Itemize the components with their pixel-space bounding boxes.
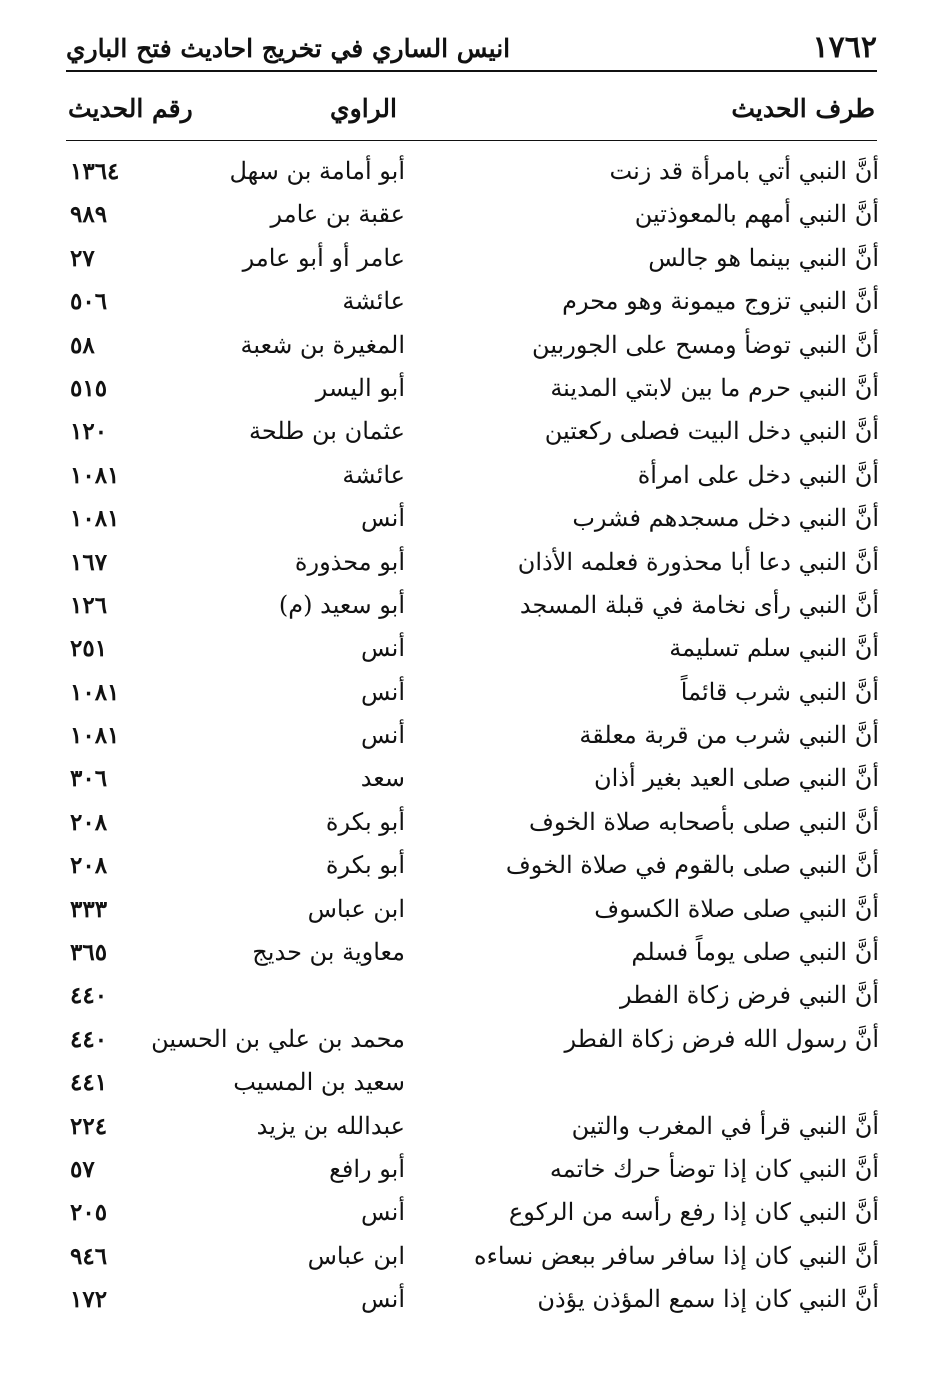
hadith-incipit: أنَّ النبي صلى يوماً فسلم xyxy=(631,938,879,967)
table-row xyxy=(0,757,945,800)
narrator: أنس xyxy=(361,504,405,533)
hadith-number: ٢٥١ xyxy=(70,635,108,663)
hadith-number: ٤٤٠ xyxy=(70,1025,108,1053)
table-row xyxy=(0,627,945,670)
hadith-number: ٢٧ xyxy=(70,244,95,272)
hadith-number: ٢٠٥ xyxy=(70,1199,108,1227)
table-row xyxy=(0,888,945,931)
table-row xyxy=(0,280,945,323)
table-row xyxy=(0,1235,945,1278)
table-row xyxy=(0,410,945,453)
column-header-rawi: الراوي xyxy=(330,94,397,123)
hadith-number: ٣٦٥ xyxy=(70,939,108,967)
hadith-number: ٤٤٠ xyxy=(70,982,108,1010)
hadith-incipit: أنَّ النبي كان إذا سافر سافر ببعض نساءه xyxy=(474,1241,879,1270)
hadith-number: ٢٠٨ xyxy=(70,852,108,880)
hadith-incipit: أنَّ النبي شرب من قربة معلقة xyxy=(579,721,879,750)
narrator: سعيد بن المسيب xyxy=(233,1068,405,1097)
narrator: عثمان بن طلحة xyxy=(249,417,405,446)
column-header-tarf: طرف الحديث xyxy=(731,94,875,123)
table-row xyxy=(0,584,945,627)
narrator: ابن عباس xyxy=(307,1241,405,1270)
hadith-incipit: أنَّ النبي سلم تسليمة xyxy=(669,634,879,663)
column-header-raqm: رقم الحديث xyxy=(68,94,193,123)
table-row xyxy=(0,801,945,844)
hadith-incipit: أنَّ النبي دخل مسجدهم فشرب xyxy=(572,504,879,533)
hadith-incipit: أنَّ النبي توضأ ومسح على الجوربين xyxy=(532,330,879,359)
hadith-number: ١٠٨١ xyxy=(70,678,120,706)
hadith-incipit: أنَّ النبي تزوج ميمونة وهو محرم xyxy=(562,287,879,316)
narrator: أبو بكرة xyxy=(325,851,405,880)
narrator: معاوية بن حديج xyxy=(252,938,405,967)
hadith-number: ٢٠٨ xyxy=(70,808,108,836)
hadith-number: ١٠٨١ xyxy=(70,722,120,750)
hadith-incipit: أنَّ النبي دخل على امرأة xyxy=(637,460,879,489)
table-row xyxy=(0,1061,945,1104)
hadith-incipit: أنَّ النبي رأى نخامة في قبلة المسجد xyxy=(519,590,879,619)
hadith-incipit: أنَّ النبي كان إذا سمع المؤذن يؤذن xyxy=(537,1285,879,1314)
hadith-number: ١٦٧ xyxy=(70,548,108,576)
hadith-incipit: أنَّ النبي كان إذا توضأ حرك خاتمه xyxy=(549,1154,879,1183)
running-head xyxy=(66,30,877,70)
narrator: أبو بكرة xyxy=(325,807,405,836)
table-row xyxy=(0,714,945,757)
hadith-incipit: أنَّ النبي كان إذا رفع رأسه من الركوع xyxy=(508,1198,879,1227)
table-row xyxy=(0,193,945,236)
narrator: أنس xyxy=(361,1285,405,1314)
hadith-incipit: أنَّ النبي أمهم بالمعوذتين xyxy=(634,200,879,229)
header-rule xyxy=(66,70,877,72)
hadith-incipit: أنَّ النبي صلى بالقوم في صلاة الخوف xyxy=(505,851,879,880)
narrator: ابن عباس xyxy=(307,894,405,923)
narrator: عائشة xyxy=(342,287,405,316)
hadith-number: ١٧٢ xyxy=(70,1286,108,1314)
table-row xyxy=(0,1105,945,1148)
hadith-number: ٥٨ xyxy=(70,331,95,359)
narrator: أنس xyxy=(361,721,405,750)
hadith-number: ٣٠٦ xyxy=(70,765,108,793)
narrator: أنس xyxy=(361,1198,405,1227)
table-row xyxy=(0,1148,945,1191)
table-row xyxy=(0,367,945,410)
hadith-number: ١٣٦٤ xyxy=(70,158,120,185)
table-row xyxy=(0,931,945,974)
table-row xyxy=(0,974,945,1017)
narrator: عائشة xyxy=(342,460,405,489)
narrator: أنس xyxy=(361,634,405,663)
narrator: محمد بن علي بن الحسين xyxy=(151,1024,405,1053)
hadith-incipit: أنَّ النبي دعا أبا محذورة فعلمه الأذان xyxy=(517,547,879,576)
hadith-incipit: أنَّ رسول الله فرض زكاة الفطر xyxy=(564,1024,879,1053)
hadith-number: ٥١٥ xyxy=(70,374,108,402)
narrator: أبو اليسر xyxy=(315,373,405,402)
hadith-number: ٥٧ xyxy=(70,1155,95,1183)
table-row xyxy=(0,150,945,193)
table-row xyxy=(0,324,945,367)
hadith-incipit: أنَّ النبي بينما هو جالس xyxy=(648,243,879,272)
hadith-number: ٢٢٤ xyxy=(70,1112,108,1140)
narrator: عقبة بن عامر xyxy=(270,200,405,229)
narrator: أبو محذورة xyxy=(294,547,405,576)
hadith-incipit: أنَّ النبي حرم ما بين لابتي المدينة xyxy=(550,373,879,402)
hadith-incipit: أنَّ النبي شرب قائماً xyxy=(680,677,879,706)
narrator: عبدالله بن يزيد xyxy=(256,1111,405,1140)
hadith-number: ١٠٨١ xyxy=(70,461,120,489)
table-row xyxy=(0,497,945,540)
narrator: أبو سعيد (م) xyxy=(278,590,405,619)
hadith-number: ٩٤٦ xyxy=(70,1242,108,1270)
hadith-number: ٣٣٣ xyxy=(70,895,108,923)
table-row xyxy=(0,844,945,887)
hadith-number: ١٢٦ xyxy=(70,591,108,619)
narrator: أبو رافع xyxy=(329,1154,405,1183)
book-title: انيس الساري في تخريج احاديث فتح الباري xyxy=(66,34,511,63)
table-row xyxy=(0,237,945,280)
table-row xyxy=(0,1278,945,1321)
column-header-rule xyxy=(66,140,877,141)
page-number: ١٧٦٢ xyxy=(812,30,877,65)
narrator: أنس xyxy=(361,677,405,706)
table-row xyxy=(0,671,945,714)
table-row xyxy=(0,1191,945,1234)
hadith-incipit: أنَّ النبي قرأ في المغرب والتين xyxy=(571,1111,879,1140)
hadith-incipit: أنَّ النبي صلى صلاة الكسوف xyxy=(594,894,879,923)
narrator: عامر أو أبو عامر xyxy=(242,243,405,272)
hadith-incipit: أنَّ النبي فرض زكاة الفطر xyxy=(620,981,879,1010)
hadith-incipit: أنَّ النبي أتي بامرأة قد زنت xyxy=(609,157,879,185)
hadith-incipit: أنَّ النبي دخل البيت فصلى ركعتين xyxy=(544,417,879,446)
table-row xyxy=(0,454,945,497)
hadith-incipit: أنَّ النبي صلى العيد بغير أذان xyxy=(593,764,879,793)
hadith-incipit: أنَّ النبي صلى بأصحابه صلاة الخوف xyxy=(529,807,879,836)
table-row xyxy=(0,541,945,584)
hadith-number: ٤٤١ xyxy=(70,1069,108,1097)
narrator: سعد xyxy=(360,764,405,793)
hadith-number: ٥٠٦ xyxy=(70,288,108,316)
hadith-index-table xyxy=(0,150,945,1322)
column-headers xyxy=(0,92,945,128)
table-row xyxy=(0,1018,945,1061)
hadith-number: ٩٨٩ xyxy=(70,201,108,229)
narrator: أبو أمامة بن سهل xyxy=(229,157,405,185)
hadith-number: ١٠٨١ xyxy=(70,505,120,533)
narrator: المغيرة بن شعبة xyxy=(240,330,405,359)
hadith-number: ١٢٠ xyxy=(70,418,108,446)
